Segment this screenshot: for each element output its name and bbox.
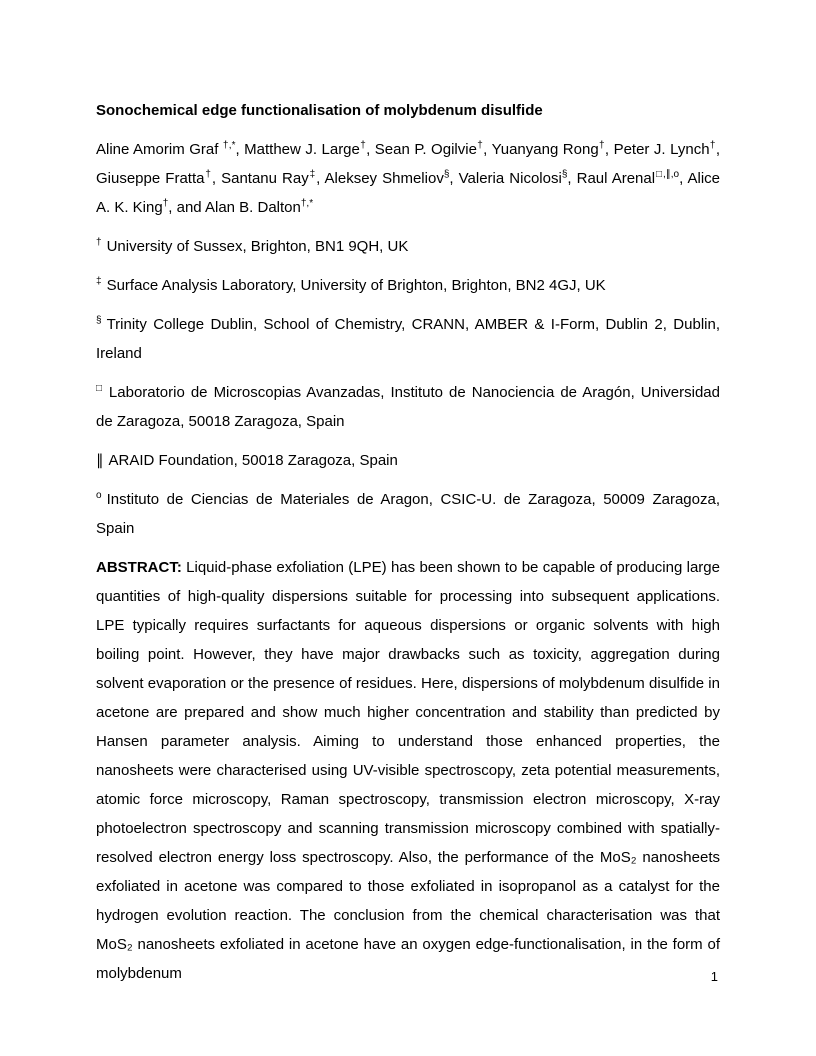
author-separator: , xyxy=(316,170,325,187)
author-name: and Alan B. Dalton xyxy=(176,199,301,216)
author-name: Yuanyang Rong xyxy=(491,141,599,158)
author-separator: , xyxy=(483,141,492,158)
abstract-paragraph xyxy=(96,553,720,988)
abstract-text: Liquid-phase exfoliation (LPE) has been shown to be capable of producing large quantities of high-quality dispersions suitable for processing into subsequent applications. LPE typically requires surfactants for aqueous dispersions or organic solvents with high boiling point. However, they have major drawbacks such as toxicity, aggregation during solvent evaporation or the presence of residues. Here, dispersions of molybdenum disulfide in acetone are prepared and show much higher concentration and stability than predicted by Hansen parameter analysis. Aiming to understand those enhanced properties, the nanosheets were characterised using UV-visible spectroscopy, zeta potential measurements, atomic force microscopy, Raman spectroscopy, transmission electron microscopy, X-ray photoelectron spectroscopy and scanning transmission microscopy combined with spatially-resolved electron energy loss spectroscopy. Also, the performance of the MoS₂ nanosheets exfoliated in acetone was compared to those exfoliated in isopropanol as a catalyst for the hydrogen evolution reaction. The conclusion from the chemical characterisation was that MoS₂ nanosheets exfoliated in acetone have an oxygen edge-functionalisation, in the form of molybdenum xyxy=(96,559,720,982)
affiliation-sussex xyxy=(96,232,720,261)
affiliation-text: Laboratorio de Microscopias Avanzadas, Instituto de Nanociencia de Aragón, Universidad de Zaragoza, 50018 Zaragoza, Spain xyxy=(96,384,720,430)
page-content xyxy=(96,96,720,998)
author xyxy=(177,199,314,216)
affiliation-marker: § xyxy=(96,315,102,326)
author-name: Valeria Nicolosi xyxy=(458,170,562,187)
author-marker: †,* xyxy=(222,140,236,151)
author-marker: † xyxy=(359,140,367,151)
author xyxy=(96,170,221,187)
abstract-label: ABSTRACT: xyxy=(96,559,182,576)
affiliation-text: ARAID Foundation, 50018 Zaragoza, Spain xyxy=(108,452,398,469)
author-name: Aleksey Shmeliov xyxy=(324,170,444,187)
author-marker: † xyxy=(476,140,484,151)
author xyxy=(375,141,492,158)
author-marker: § xyxy=(443,169,450,180)
affiliation-icma xyxy=(96,485,720,543)
author-marker: †,* xyxy=(300,198,314,209)
affiliation-marker: † xyxy=(96,237,102,248)
author xyxy=(221,170,324,187)
author-separator: , xyxy=(449,170,459,187)
affiliation-brighton xyxy=(96,271,720,300)
author-separator: , xyxy=(679,170,688,187)
author xyxy=(96,141,244,158)
affiliation-trinity xyxy=(96,310,720,368)
author-name: Aline Amorim Graf xyxy=(96,141,223,158)
author xyxy=(492,141,614,158)
author-marker: † xyxy=(204,169,212,180)
author-separator: , xyxy=(567,170,577,187)
affiliation-marker: □ xyxy=(96,383,104,394)
author xyxy=(325,170,459,187)
author-marker: † xyxy=(598,140,605,151)
affiliation-marker: ‡ xyxy=(96,276,102,287)
affiliation-text: Trinity College Dublin, School of Chemistry, CRANN, AMBER & I-Form, Dublin 2, Dublin, Ireland xyxy=(96,316,720,362)
affiliation-marker: ∥ xyxy=(96,452,104,469)
author xyxy=(614,141,720,158)
author xyxy=(244,141,375,158)
author-marker: ‡ xyxy=(308,169,317,180)
author-name: Santanu Ray xyxy=(221,170,309,187)
author-name: Peter J. Lynch xyxy=(613,141,710,158)
affiliation-araid xyxy=(96,446,720,475)
author xyxy=(577,170,688,187)
author xyxy=(459,170,577,187)
affiliation-text: Surface Analysis Laboratory, University of Brighton, Brighton, BN2 4GJ, UK xyxy=(106,277,606,294)
author-separator: , xyxy=(211,170,222,187)
author-separator: , xyxy=(235,141,245,158)
affiliation-lma-zaragoza xyxy=(96,378,720,436)
author-separator: , xyxy=(168,199,177,216)
author-separator: , xyxy=(366,141,375,158)
author-name: Matthew J. Large xyxy=(244,141,360,158)
author-name: Alice A. K. King xyxy=(96,170,720,216)
author-separator: , xyxy=(604,141,614,158)
paper-title: Sonochemical edge functionalisation of molybdenum disulfide xyxy=(96,102,543,119)
author-name: Raul Arenal xyxy=(576,170,656,187)
affiliation-text: University of Sussex, Brighton, BN1 9QH, UK xyxy=(106,238,409,255)
author-name: Sean P. Ogilvie xyxy=(374,141,477,158)
author-marker: □,∥,o xyxy=(655,169,680,180)
author-marker: † xyxy=(709,140,716,151)
author-marker: § xyxy=(561,169,568,180)
affiliation-text: Instituto de Ciencias de Materiales de Aragon, CSIC-U. de Zaragoza, 50009 Zaragoza, Spain xyxy=(96,491,720,537)
author-list xyxy=(96,135,720,222)
author-name: Giuseppe Fratta xyxy=(96,170,205,187)
author-separator: , xyxy=(715,141,720,158)
page-number: 1 xyxy=(710,969,718,984)
author-marker: † xyxy=(162,198,169,209)
affiliation-marker: o xyxy=(96,490,102,501)
